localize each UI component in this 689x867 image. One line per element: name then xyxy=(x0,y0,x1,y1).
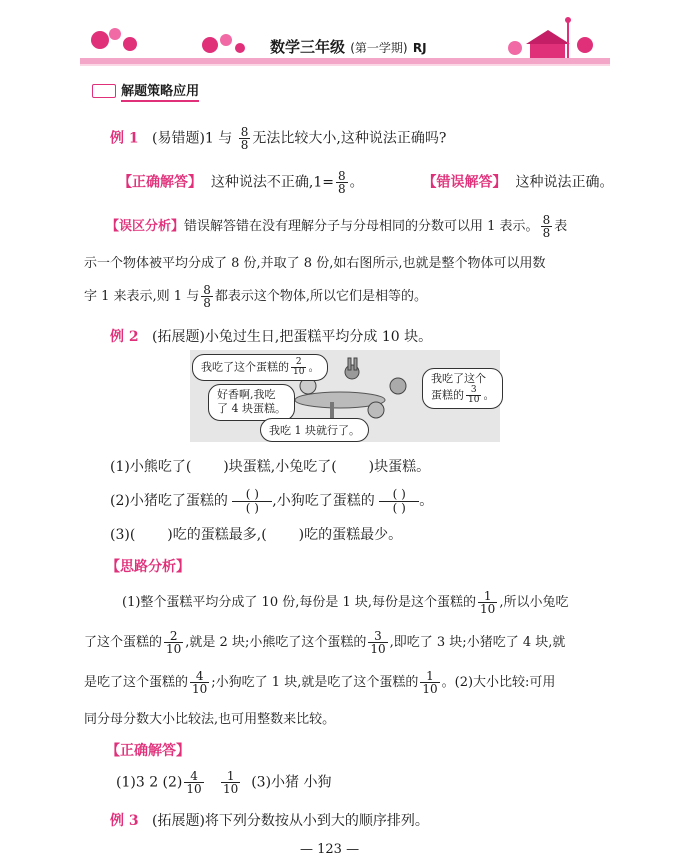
fraction-blank[interactable]: ( ) ( ) xyxy=(232,488,272,514)
analysis-text: 字 1 来表示,则 1 与 xyxy=(84,289,200,304)
answer2-line: (1)3 2 (2) $\frac{4}{10}$ $\frac{1}{10}$ (3)小猪 小狗 xyxy=(116,769,332,796)
fraction: $\frac{8}{8}$ xyxy=(338,169,346,196)
ex3-label: 例 3 xyxy=(110,813,139,829)
ex2-q3: (3)( )吃的蛋糕最多,( )吃的蛋糕最少。 xyxy=(110,527,403,543)
analysis-text: 表 xyxy=(554,219,568,234)
ex3-tag: (拓展题) xyxy=(151,813,205,829)
wrong-answer-text: 这种说法正确。 xyxy=(515,174,614,191)
fraction: $\frac{8}{8}$ xyxy=(203,283,211,310)
bear-speech-bubble: 我吃了这个 蛋糕的 $\frac{3}{10}$ 。 xyxy=(422,368,503,409)
header-edition: RJ xyxy=(412,41,427,55)
illustration xyxy=(190,350,500,442)
fraction: $\frac{1}{10}$ xyxy=(422,669,438,696)
fraction: $\frac{8}{8}$ xyxy=(542,213,551,240)
ex1-label: 例 1 xyxy=(110,130,139,147)
fraction: $\frac{4}{10}$ xyxy=(192,669,208,696)
punctuation: 。 xyxy=(349,174,364,191)
ex2-q1: (1)小熊吃了( )块蛋糕,小兔吃了( )块蛋糕。 xyxy=(110,459,431,475)
correct-answer-tag-2: 【正确解答】 xyxy=(106,743,190,759)
section-label: 解题策略应用 xyxy=(121,84,199,102)
header-title xyxy=(270,36,427,57)
thinking-analysis-tag: 【思路分析】 xyxy=(106,559,190,575)
fraction: $\frac{8}{8}$ xyxy=(240,125,249,152)
ex1-text-b: 无法比较大小,这种说法正确吗? xyxy=(252,130,447,147)
rabbit-speech-bubble: 我吃了这个蛋糕的 $\frac{2}{10}$ 。 xyxy=(192,354,328,381)
analysis-text: 错误解答错在没有理解分子与分母相同的分数可以用 1 表示。 xyxy=(184,219,539,234)
ex1-question xyxy=(110,126,446,151)
book-icon xyxy=(92,84,116,98)
analysis1-line3 xyxy=(84,284,427,309)
fraction: $\frac{3}{10}$ xyxy=(370,629,386,656)
section-heading xyxy=(92,80,199,99)
ex2-question xyxy=(110,326,432,346)
analysis2-line2: 了这个蛋糕的 $\frac{2}{10}$ ,就是 2 块;小熊吃了这个蛋糕的 $\frac{3}{10}$ ,即吃了 3 块;小猪吃了 4 块,就 xyxy=(84,629,566,656)
correct-answer-text: 这种说法不正确,1= xyxy=(210,174,334,191)
correct-answer-tag: 【正确解答】 xyxy=(118,174,202,191)
dog-speech-bubble: 我吃 1 块就行了。 xyxy=(260,418,369,442)
analysis-text: 都表示这个物体,所以它们是相等的。 xyxy=(214,289,427,304)
ex1-text-a: 1 与 xyxy=(204,130,233,147)
ex3-text: 将下列分数按从小到大的顺序排列。 xyxy=(204,813,429,829)
analysis2-line3: 是吃了这个蛋糕的 $\frac{4}{10}$ ;小狗吃了 1 块,就是吃了这个蛋糕的 $\frac{1}{10}$ 。(2)大小比较:可用 xyxy=(84,669,556,696)
ex2-label: 例 2 xyxy=(110,329,139,345)
ex1-tag: (易错题) xyxy=(151,130,205,147)
analysis1-line1 xyxy=(106,214,567,239)
analysis1-line2: 示一个物体被平均分成了 8 份,并取了 8 份,如右图所示,也就是整个物体可以用数 xyxy=(84,256,546,271)
ex2-tag: (拓展题) xyxy=(151,329,205,345)
ex2-q2: (2)小猪吃了蛋糕的 ( ) ( ) ,小狗吃了蛋糕的 ( ) ( ) 。 xyxy=(110,487,434,515)
wrong-answer-tag: 【错误解答】 xyxy=(422,174,507,191)
fraction: $\frac{1}{10}$ xyxy=(480,589,496,616)
ex1-answers xyxy=(118,170,613,195)
pig-speech-bubble: 好香啊,我吃 了 4 块蛋糕。 xyxy=(208,384,295,421)
ex2-text: 小兔过生日,把蛋糕平均分成 10 块。 xyxy=(204,329,433,345)
analysis2-line4: 同分母分数大小比较法,也可用整数来比较。 xyxy=(84,712,336,727)
fraction-blank[interactable]: ( ) ( ) xyxy=(379,488,419,514)
page-number: — 123 — xyxy=(300,842,360,857)
header-subject: 数学三年级 xyxy=(270,38,346,56)
fraction: $\frac{1}{10}$ xyxy=(223,769,239,796)
page-header xyxy=(0,0,689,80)
fraction: $\frac{2}{10}$ xyxy=(166,629,182,656)
misconception-tag: 【误区分析】 xyxy=(106,219,185,234)
ex3-question xyxy=(110,810,429,830)
analysis2-line1: (1)整个蛋糕平均分成了 10 份,每份是 1 块,每份是这个蛋糕的 $\frac{1}{10}$ ,所以小兔吃 xyxy=(122,589,569,616)
header-semester: (第一学期) xyxy=(350,41,408,55)
fraction: $\frac{4}{10}$ xyxy=(186,769,202,796)
